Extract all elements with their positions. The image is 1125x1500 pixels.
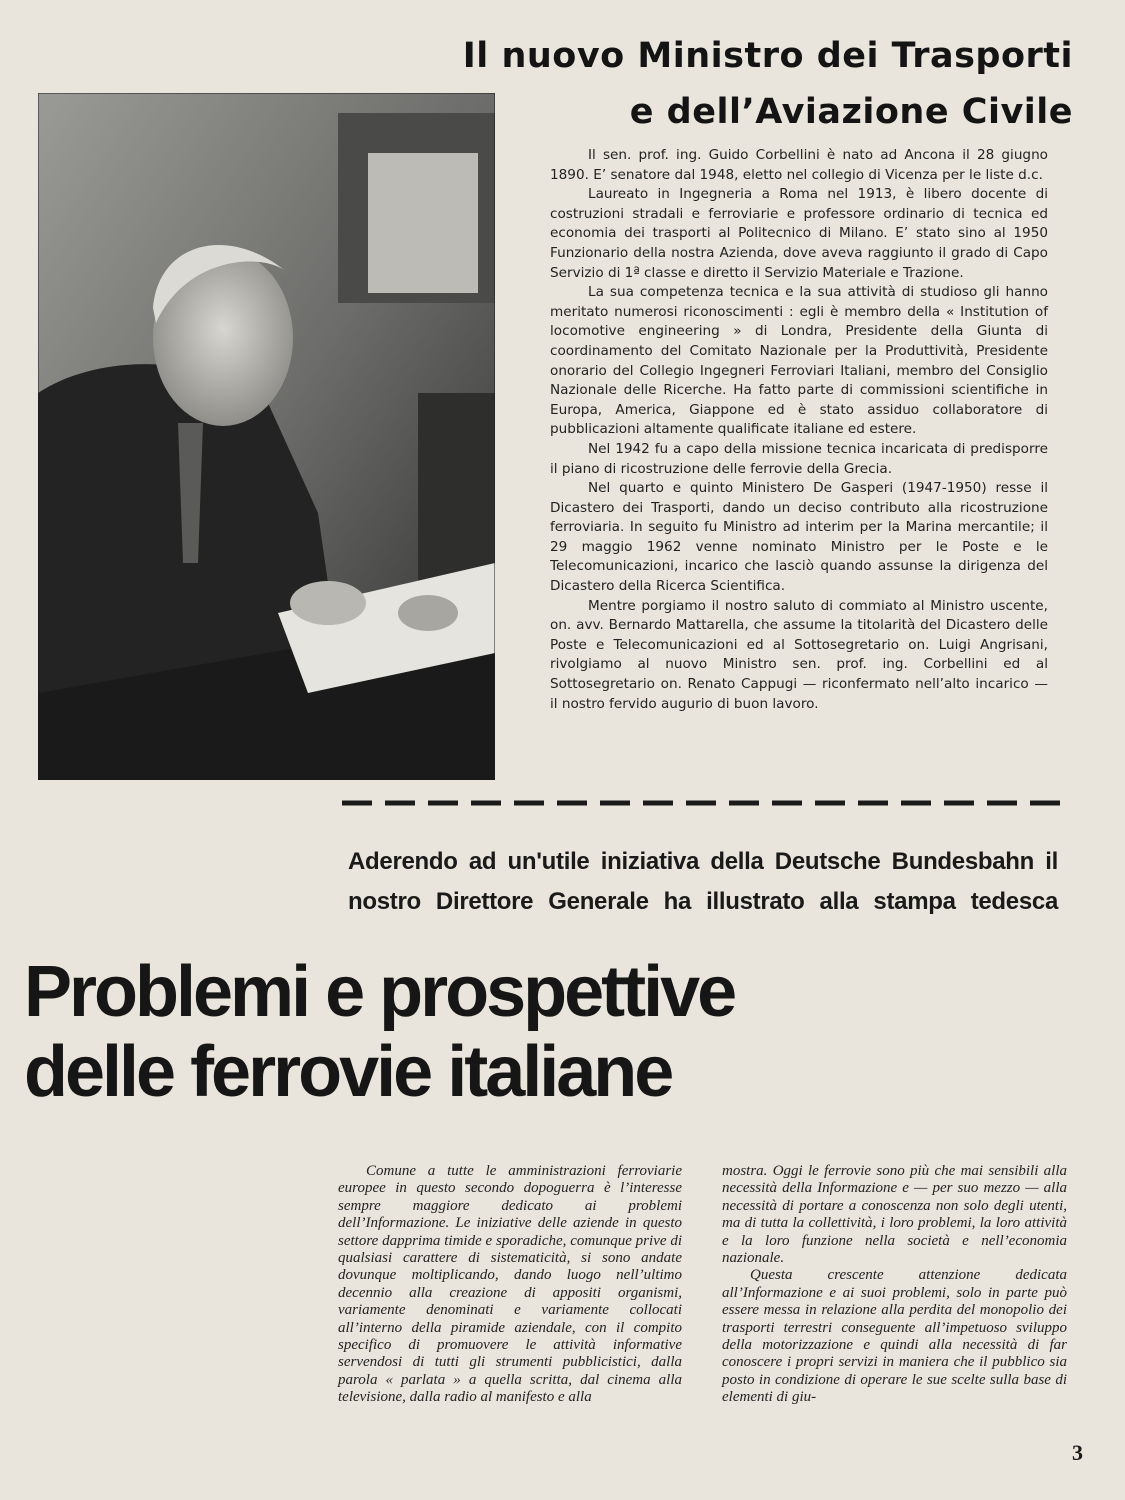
paragraph: Nel quarto e quinto Ministero De Gasperi (1947-1950) resse il Dicastero dei Trasporti, dando un deciso contributo alla ricostruzione ferroviaria. In seguito fu Ministro ad interim per la Marina mercantile; il 29 maggio 1962 venne nominato Ministro per le Poste e le Telecomunicazioni, incarico che lasciò quando assunse la dirigenza del Dicastero della Ricerca Scientifica. xyxy=(550,480,1048,595)
headline-line-2: delle ferrovie italiane xyxy=(24,1032,672,1112)
top-article-body xyxy=(550,146,1048,714)
top-article-title xyxy=(463,28,1073,140)
headline-line-1: Problemi e prospettive xyxy=(24,952,735,1032)
kicker-line-1: Aderendo ad un'utile iniziativa della Deutsche Bundesbahn il xyxy=(348,848,1058,875)
article-column-right xyxy=(722,1163,1067,1407)
kicker-line-2: nostro Direttore Generale ha illustrato alla stampa tedesca xyxy=(348,888,1058,915)
dashed-separator xyxy=(342,797,1069,809)
article-headline xyxy=(24,952,844,1112)
paragraph: mostra. Oggi le ferrovie sono più che mai sensibili alla necessità della Informazione e — per suo mezzo — alla necessità di portare a conoscenza non solo degli utenti, ma di tutta la collettività, i loro problemi, la loro attività e la loro funzione nella società e nell’economia nazionale. xyxy=(722,1163,1067,1267)
title-line-1: Il nuovo Ministro dei Trasporti xyxy=(462,36,1073,76)
paragraph: Nel 1942 fu a capo della missione tecnica incaricata di predisporre il piano di ricostruzione delle ferrovie della Grecia. xyxy=(550,440,1048,477)
paragraph: Comune a tutte le amministrazioni ferroviarie europee in questo secondo dopoguerra è l’interesse sempre maggiore dedicato ai problemi dell’Informazione. Le iniziative delle aziende in questo settore dapprima timide e sporadiche, comunque prive di qualsiasi carattere di sistematicità, si sono andate dovunque moltiplicando, dando luogo nell’ultimo decennio alla creazione di appositi organismi, variamente denominati e variamente collocati all’interno della piramide aziendale, con il compito specifico di promuovere le attività informative servendosi di tutti gli strumenti pubblicistici, dalla parola « parlata » a quella scritta, dal cinema alla televisione, dalla radio al manifesto e alla xyxy=(338,1163,682,1406)
paragraph: Questa crescente attenzione dedicata all’Informazione e ai suoi problemi, solo in parte può essere messa in relazione alla perdita del monopolio dei trasporti terrestri conseguente all’impetuoso sviluppo della motorizzazione e quindi alla necessità di far conoscere i propri servizi in maniera che il pubblico sia posto in condizione di operare le sue scelte sulla base di elementi di giu- xyxy=(722,1267,1067,1406)
article-kicker xyxy=(348,842,1058,922)
article-column-left xyxy=(338,1163,682,1407)
paragraph: Il sen. prof. ing. Guido Corbellini è nato ad Ancona il 28 giugno 1890. E’ senatore dal 1948, eletto nel collegio di Vicenza per le liste d.c. xyxy=(550,147,1048,183)
page-number: 3 xyxy=(1072,1440,1083,1465)
paragraph: Mentre porgiamo il nostro saluto di commiato al Ministro uscente, on. avv. Bernardo Mattarella, che assume la titolarità del Dicastero delle Poste e Telecomunicazioni ed al Sottosegretario on. Luigi Angrisani, rivolgiamo al nuovo Ministro sen. prof. ing. Corbellini ed al Sottosegretario on. Renato Cappugi — riconfermato nell’alto incarico — il nostro fervido augurio di buon lavoro. xyxy=(550,597,1048,712)
minister-portrait-photo xyxy=(38,93,495,780)
title-line-2: e dell’Aviazione Civile xyxy=(629,92,1073,132)
paragraph: La sua competenza tecnica e la sua attività di studioso gli hanno meritato numerosi riconoscimenti : egli è membro della « Institution of locomotive engineering » di Londra, Presidente della Giunta di coordinamento del Comitato Nazionale per la Produttività, Presidente onorario del Collegio Ingegneri Ferroviari Italiani, membro del Consiglio Nazionale delle Ricerche. Ha fatto parte di commissioni scientifiche in Europa, America, Giappone ed è stato assiduo collaboratore di pubblicazioni altamente qualificate italiane ed estere. xyxy=(550,284,1048,438)
paragraph: Laureato in Ingegneria a Roma nel 1913, è libero docente di costruzioni stradali e ferroviarie e professore ordinario di tecnica ed economia dei trasporti al Politecnico di Milano. E’ stato sino al 1950 Funzionario della nostra Azienda, dove aveva raggiunto il grado di Capo Servizio di 1ª classe e diretto il Servizio Materiale e Trazione. xyxy=(550,186,1048,281)
